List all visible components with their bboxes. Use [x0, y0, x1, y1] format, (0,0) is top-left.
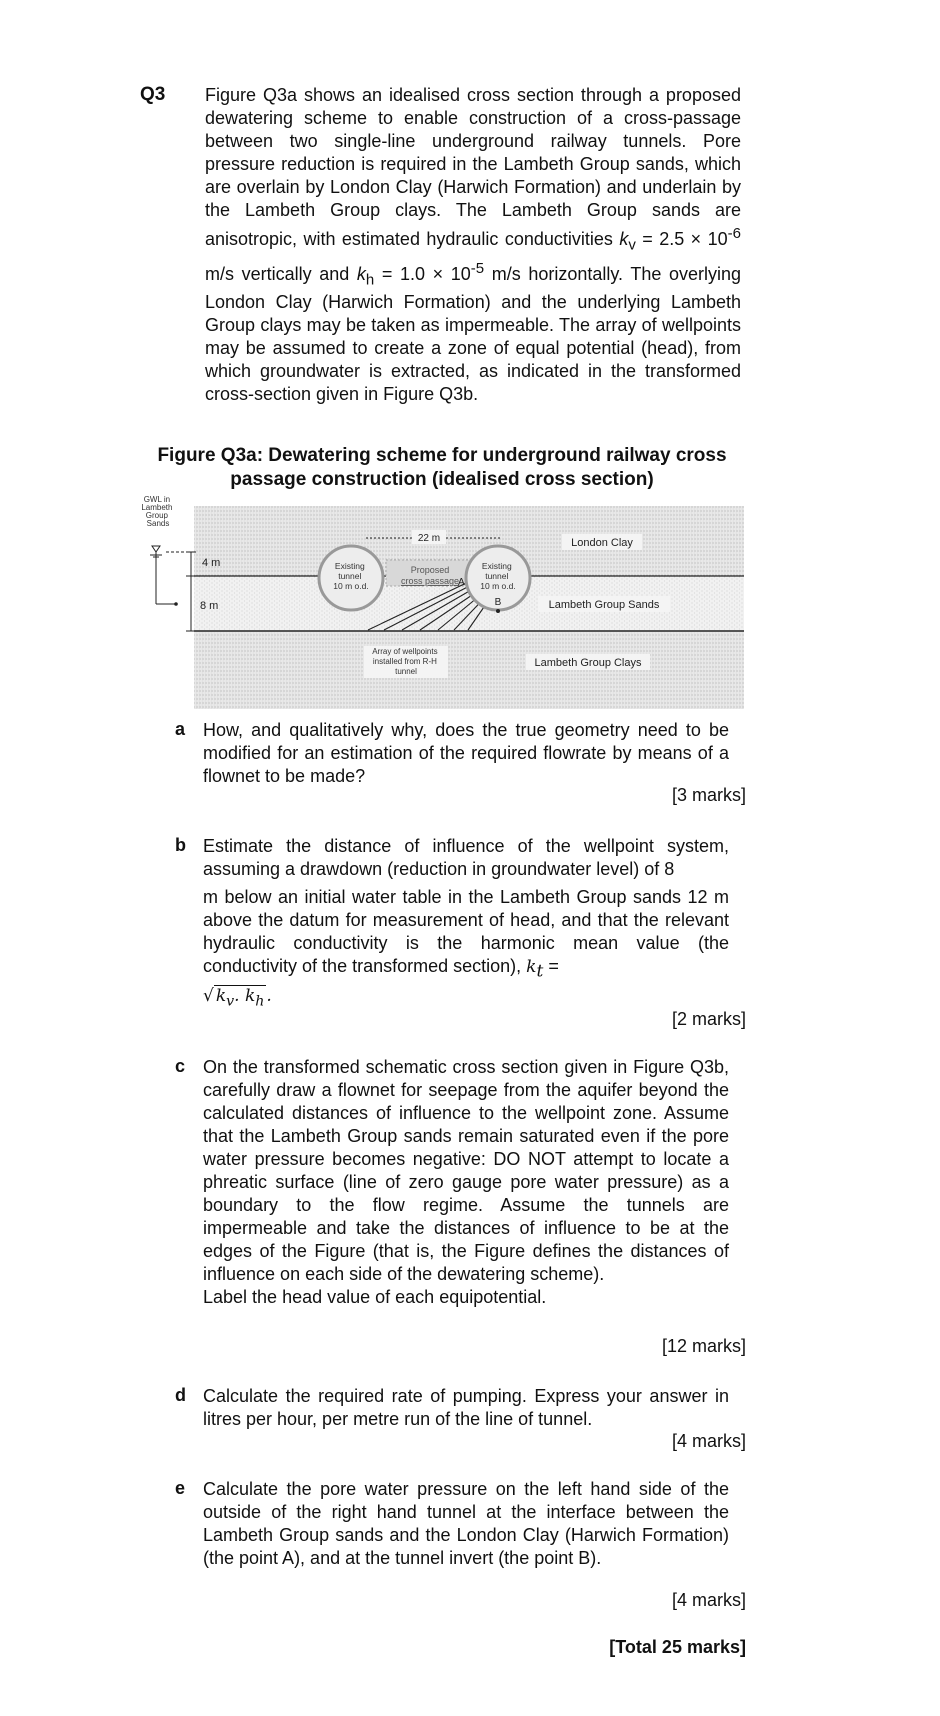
- total-marks: [Total 25 marks]: [609, 1637, 746, 1657]
- lambeth-clays-layer: [194, 631, 744, 709]
- part-c-marks: [12 marks]: [661, 1336, 746, 1356]
- label-proposed: Proposed: [410, 565, 450, 575]
- part-d-marks: [4 marks]: [671, 1431, 746, 1451]
- part-e-label: e: [175, 1478, 186, 1498]
- dim-8m: 8 m: [200, 600, 219, 612]
- question-intro: Figure Q3a shows an idealised cross section through a proposed dewatering scheme to enable construction of a cross-passage between two single-line underground railway tunnels. Pore pressure reduction is required in the Lambeth Group sands, which are overlain by London Clay (Harwich Formation) and underlain by the Lambeth Group clays. The Lambeth Group sands are anisotropic, with estimated hydraulic conductivities $k_v = 2.5 \times 10^{-6}$ m/s vertically and $k_h = 1.0 \times 10^{-5}$ m/s horizontally. The overlying London Clay (Harwich Formation) and the underlying Lambeth Group clays may be taken as impermeable. The array of wellpoints may be assumed to create a zone of equal potential (head), from which groundwater is extracted, as indicated in the transformed cross-section given in Figure Q3b.: [205, 85, 742, 405]
- figure-q3a-cross-section: [136, 494, 746, 710]
- part-b-text-2: m below an initial water table in the Lambeth Group sands 12 m above the datum for measurement of head, and that the relevant hydraulic conductivity is the harmonic mean value (the conductivity of the transformed section), $k_t$ = √ $k_v$. $k_h$ .: [203, 887, 729, 1009]
- gwl-label: GWL in Lambeth Group Sands: [141, 495, 173, 528]
- part-b-text-1: Estimate the distance of influence of the wellpoint system, assuming a drawdown (reduction in groundwater level) of 8: [203, 836, 729, 879]
- point-a: A: [458, 577, 465, 588]
- part-b-marks: [2 marks]: [671, 1009, 746, 1029]
- part-e-text: Calculate the pore water pressure on the left hand side of the outside of the right hand tunnel at the interface between the Lambeth Group sands and the London Clay (Harwich Formation) (the point A), and at the tunnel invert (the point B).: [203, 1479, 729, 1568]
- wellpoints-caption: Array of wellpoints installed from R-H tunnel: [372, 647, 438, 676]
- gwl-marker: [150, 546, 194, 604]
- part-a-marks: [3 marks]: [671, 785, 746, 805]
- part-b-label: b: [175, 835, 186, 855]
- part-a-text: How, and qualitatively why, does the true geometry need to be modified for an estimation of the required flowrate by means of a flownet to be made?: [203, 720, 729, 786]
- point-b: B: [494, 597, 502, 608]
- right-tunnel-label: Existing tunnel 10 m o.d.: [480, 561, 516, 591]
- question-number: Q3: [140, 84, 166, 105]
- label-london-clay: London Clay: [571, 537, 633, 549]
- part-a-label: a: [175, 719, 186, 739]
- part-d-text: Calculate the required rate of pumping. Express your answer in litres per hour, per metre run of the line of tunnel.: [203, 1386, 729, 1429]
- part-d-label: d: [175, 1385, 186, 1405]
- dim-4m: 4 m: [202, 557, 221, 569]
- part-e-marks: [4 marks]: [671, 1590, 746, 1610]
- left-tunnel-label: Existing tunnel 10 m o.d.: [333, 561, 369, 591]
- label-lambeth-sands: Lambeth Group Sands: [548, 599, 660, 611]
- label-cross-passage: cross passage: [400, 576, 460, 586]
- part-c-text: On the transformed schematic cross section given in Figure Q3b, carefully draw a flownet for seepage from the aquifer beyond the calculated distances of influence to the wellpoint zone. Assume that the Lambeth Group sands remain saturated even if the pore water pressure becomes negative: DO NOT attempt to locate a phreatic surface (line of zero gauge pore water pressure) as a boundary to the flow regime. Assume the tunnels are impermeable and take the distances of influence to be at the edges of the Figure (that is, the Figure defines the distances of influence on each side of the dewatering scheme). Label the head value of each equipotential.: [203, 1057, 729, 1307]
- part-c-label: c: [175, 1056, 186, 1076]
- dim-22m: 22 m: [417, 533, 441, 544]
- figure-title: Figure Q3a: Dewatering scheme for underground railway cross passage construction (idealised cross section): [157, 445, 727, 490]
- label-lambeth-clays: Lambeth Group Clays: [534, 657, 642, 669]
